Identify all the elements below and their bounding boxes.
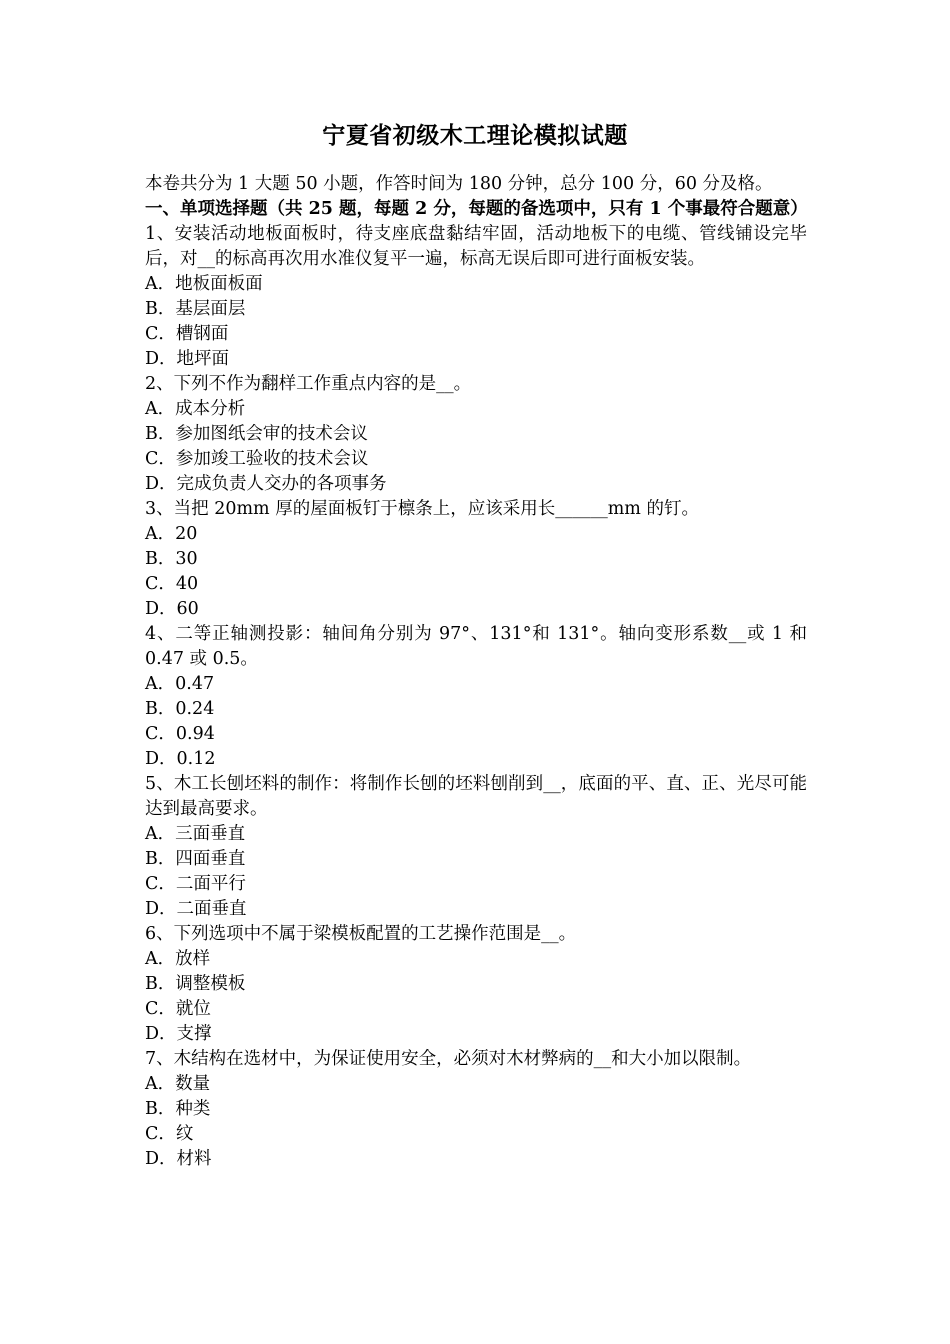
option-d: D．完成负责人交办的各项事务 xyxy=(145,474,387,494)
option-b: B．调整模板 xyxy=(145,974,246,994)
option-c: C．40 xyxy=(145,574,199,594)
option-b: B．0.24 xyxy=(145,699,215,719)
option-b: B．基层面层 xyxy=(145,299,246,319)
option-c: C．二面平行 xyxy=(145,874,246,894)
question-stem: 1、安装活动地板面板时，待支座底盘黏结牢固，活动地板下的电缆、管线铺设完毕后，对__的标高再次用水准仪复平一遍，标高无误后即可进行面板安装。 xyxy=(145,224,807,269)
question-7 xyxy=(145,1047,807,1172)
option-a: A．放样 xyxy=(145,949,211,969)
option-a: A．成本分析 xyxy=(145,399,246,419)
question-stem: 5、木工长刨坯料的制作：将制作长刨的坯料刨削到__，底面的平、直、正、光尽可能达到最高要求。 xyxy=(145,774,807,819)
question-3 xyxy=(145,497,807,622)
document-title: 宁夏省初级木工理论模拟试题 xyxy=(322,122,628,149)
option-d: D．60 xyxy=(145,599,199,619)
option-d: D．材料 xyxy=(145,1149,212,1169)
option-d: D．支撑 xyxy=(145,1024,212,1044)
option-c: C．参加竣工验收的技术会议 xyxy=(145,449,369,469)
section-heading: 一、单项选择题（共 25 题，每题 2 分，每题的备选项中，只有 1 个事最符合题意） xyxy=(145,199,808,219)
question-stem: 2、下列不作为翻样工作重点内容的是__。 xyxy=(145,374,472,394)
option-d: D．地坪面 xyxy=(145,349,230,369)
option-a: A．0.47 xyxy=(145,674,215,694)
option-b: B．种类 xyxy=(145,1099,211,1119)
option-b: B．30 xyxy=(145,549,198,569)
question-stem: 7、木结构在选材中，为保证使用安全，必须对木材弊病的__和大小加以限制。 xyxy=(145,1049,752,1069)
option-a: A．地板面板面 xyxy=(145,274,263,294)
option-a: A．三面垂直 xyxy=(145,824,246,844)
question-stem: 3、当把 20mm 厚的屋面板钉于檩条上，应该采用长______mm 的钉。 xyxy=(145,499,699,519)
option-d: D．二面垂直 xyxy=(145,899,247,919)
option-d: D．0.12 xyxy=(145,749,216,769)
question-2 xyxy=(145,372,807,497)
option-c: C．就位 xyxy=(145,999,211,1019)
option-b: B．参加图纸会审的技术会议 xyxy=(145,424,368,444)
option-a: A．数量 xyxy=(145,1074,211,1094)
option-b: B．四面垂直 xyxy=(145,849,246,869)
question-stem: 4、二等正轴测投影：轴间角分别为 97°、131°和 131°。轴向变形系数__或 1 和 0.47 或 0.5。 xyxy=(145,624,807,669)
question-stem: 6、下列选项中不属于梁模板配置的工艺操作范围是__。 xyxy=(145,924,577,944)
question-1 xyxy=(145,222,807,372)
document-body xyxy=(145,172,807,1172)
exam-intro: 本卷共分为 1 大题 50 小题，作答时间为 180 分钟，总分 100 分，60 分及格。 xyxy=(145,174,773,194)
option-c: C．0.94 xyxy=(145,724,215,744)
option-a: A．20 xyxy=(145,524,198,544)
question-6 xyxy=(145,922,807,1047)
option-c: C．槽钢面 xyxy=(145,324,229,344)
question-4 xyxy=(145,622,807,772)
question-5 xyxy=(145,772,807,922)
option-c: C．纹 xyxy=(145,1124,194,1144)
